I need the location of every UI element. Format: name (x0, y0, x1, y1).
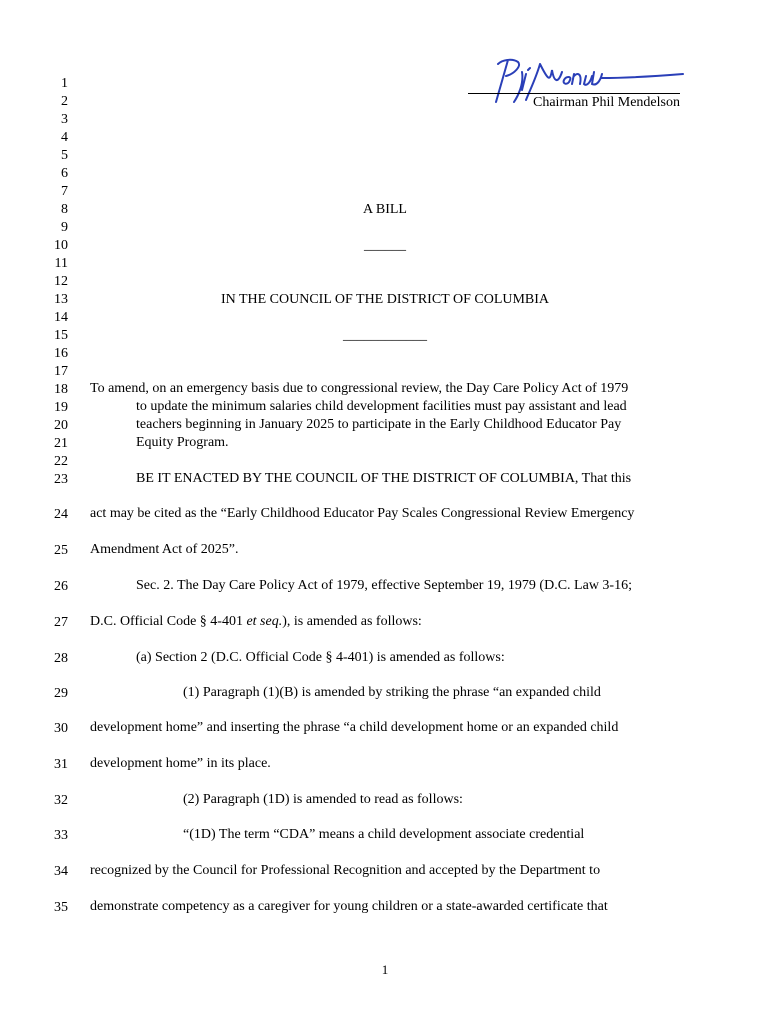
et-seq-italic: et seq. (246, 614, 283, 629)
line-number: 14 (54, 310, 68, 325)
line-number: 10 (54, 238, 68, 253)
body-line-30: development home” and inserting the phrase “a child development home or an expanded child (90, 720, 619, 735)
body-line-27: D.C. Official Code § 4-401 et seq.), is amended as follows: (90, 614, 422, 629)
line-number: 33 (54, 828, 68, 843)
purpose-line-4: Equity Program. (136, 435, 229, 450)
body-line-33: “(1D) The term “CDA” means a child development associate credential (183, 827, 585, 842)
body-line-32: (2) Paragraph (1D) is amended to read as follows: (183, 792, 463, 807)
line-number: 8 (61, 202, 68, 217)
body-line-29: (1) Paragraph (1)(B) is amended by striking the phrase “an expanded child (183, 685, 601, 700)
bill-heading: A BILL (363, 202, 407, 217)
line-number: 22 (54, 454, 68, 469)
line-number: 11 (54, 256, 68, 271)
council-heading: IN THE COUNCIL OF THE DISTRICT OF COLUMBIA (220, 292, 550, 307)
line-number: 19 (54, 400, 68, 415)
body-line-28: (a) Section 2 (D.C. Official Code § 4-401) is amended as follows: (136, 650, 505, 665)
line-number: 1 (61, 76, 68, 91)
body-line-25: Amendment Act of 2025”. (90, 542, 239, 557)
line-number: 23 (54, 472, 68, 487)
body-line-26: Sec. 2. The Day Care Policy Act of 1979, effective September 19, 1979 (D.C. Law 3-16; (136, 578, 632, 593)
line-number: 30 (54, 721, 68, 736)
line-number: 24 (54, 507, 68, 522)
line-number: 16 (54, 346, 68, 361)
line-number: 31 (54, 757, 68, 772)
purpose-line-2: to update the minimum salaries child development facilities must pay assistant and lead (136, 399, 627, 414)
line-number: 35 (54, 900, 68, 915)
council-rule: ____________ (343, 328, 427, 343)
signature-line (468, 93, 680, 94)
line-number: 27 (54, 615, 68, 630)
line-number: 29 (54, 686, 68, 701)
body-line-24: act may be cited as the “Early Childhood Educator Pay Scales Congressional Review Emergency (90, 506, 635, 521)
line-number: 18 (54, 382, 68, 397)
purpose-line-1: To amend, on an emergency basis due to congressional review, the Day Care Policy Act of 1979 (90, 381, 629, 396)
line-number: 6 (61, 166, 68, 181)
line-number: 20 (54, 418, 68, 433)
page-number: 1 (381, 962, 389, 977)
line-number: 17 (54, 364, 68, 379)
purpose-line-3: teachers beginning in January 2025 to participate in the Early Childhood Educator Pay (136, 417, 622, 432)
line-number: 4 (61, 130, 68, 145)
line-number: 28 (54, 651, 68, 666)
line-number: 5 (61, 148, 68, 163)
body-line-23: BE IT ENACTED BY THE COUNCIL OF THE DISTRICT OF COLUMBIA, That this (136, 471, 632, 486)
line-number: 9 (61, 220, 68, 235)
line-number: 7 (61, 184, 68, 199)
line-number: 12 (54, 274, 68, 289)
line-number: 34 (54, 864, 68, 879)
body-line-35: demonstrate competency as a caregiver for young children or a state-awarded certificate that (90, 899, 608, 914)
body-line-31: development home” in its place. (90, 756, 271, 771)
line-number: 32 (54, 793, 68, 808)
bill-rule: ______ (364, 238, 406, 253)
line-number: 2 (61, 94, 68, 109)
line-number: 13 (54, 292, 68, 307)
line-number: 26 (54, 579, 68, 594)
chairman-name: Chairman Phil Mendelson (533, 95, 680, 110)
body-line-34: recognized by the Council for Professional Recognition and accepted by the Department to (90, 863, 601, 878)
line-number: 21 (54, 436, 68, 451)
line-number: 25 (54, 543, 68, 558)
line-number: 15 (54, 328, 68, 343)
line-number: 3 (61, 112, 68, 127)
